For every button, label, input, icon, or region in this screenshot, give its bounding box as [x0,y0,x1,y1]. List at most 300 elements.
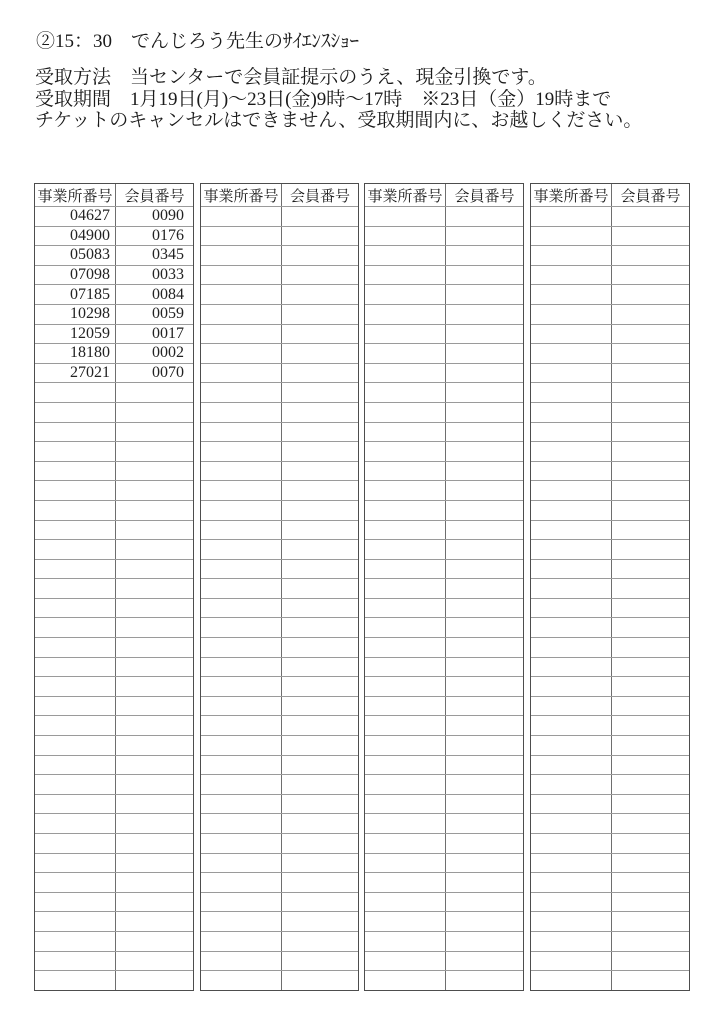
member-number-cell: 0090 [115,207,193,226]
table-row [365,206,523,226]
table-row [531,617,689,637]
office-number-cell [531,305,611,324]
member-number-cell [611,638,689,657]
office-number-cell [531,716,611,735]
table-row [35,559,193,579]
office-number-cell [531,227,611,246]
member-number-cell [281,756,358,775]
member-number-cell [115,383,193,402]
office-number-cell [531,442,611,461]
table-row [365,853,523,873]
member-table-1 [34,183,194,991]
member-table-4 [530,183,690,991]
pickup-method-line: 受取方法 当センターで会員証提示のうえ、現金引換です。 [35,67,547,88]
office-number-cell [201,736,281,755]
table-row [35,363,193,383]
table-row [201,422,358,442]
table-row [531,715,689,735]
table-row [201,951,358,971]
member-number-cell [115,540,193,559]
office-number-cell [35,893,115,912]
member-number-cell [445,775,523,794]
table-row [35,480,193,500]
office-number-cell [531,834,611,853]
office-number-cell [365,775,445,794]
member-number-cell [611,599,689,618]
table-row [531,382,689,402]
office-number-cell [365,227,445,246]
member-number-cell [445,521,523,540]
member-number-cell [611,423,689,442]
table-row [201,813,358,833]
member-number-cell [445,736,523,755]
table-row [365,304,523,324]
office-number-cell [35,521,115,540]
office-number-cell [365,854,445,873]
member-number-cell [445,618,523,637]
member-number-cell [115,658,193,677]
member-number-cell [115,736,193,755]
table-row [365,226,523,246]
member-number-cell [115,638,193,657]
member-number-cell: 0017 [115,325,193,344]
table-header-row [365,184,523,206]
table-row [201,363,358,383]
table-row [201,931,358,951]
table-row [365,735,523,755]
table-row [531,794,689,814]
member-number-cell [445,638,523,657]
member-number-cell [445,501,523,520]
table-row [365,617,523,637]
table-row [531,911,689,931]
table-row [531,755,689,775]
table-row [365,324,523,344]
table-row [531,676,689,696]
member-number-cell [611,403,689,422]
office-number-cell: 04900 [70,226,110,244]
member-number-cell [445,285,523,304]
table-row [365,676,523,696]
member-number-cell [445,423,523,442]
office-number-cell [35,442,115,461]
office-number-cell [531,932,611,951]
office-number-cell [201,599,281,618]
office-number-cell [531,736,611,755]
member-number-cell [611,521,689,540]
table-row [365,755,523,775]
member-number-cell [281,854,358,873]
member-number-cell [611,854,689,873]
member-number-cell [611,716,689,735]
table-row [201,892,358,912]
office-number-cell [531,854,611,873]
table-row [35,676,193,696]
table-row [531,500,689,520]
office-number-cell [201,775,281,794]
member-number-cell [281,893,358,912]
pickup-period-line: 受取期間 1月19日(月)～23日(金)9時～17時 ※23日（金）19時まで [35,88,612,110]
table-row [201,617,358,637]
table-row [365,422,523,442]
member-number-cell [611,756,689,775]
table-row [35,931,193,951]
table-row [365,382,523,402]
member-number-cell: 0033 [115,266,193,285]
table-row [35,853,193,873]
office-number-cell [365,560,445,579]
table-row [35,911,193,931]
member-table-3 [364,183,524,991]
table-row [531,441,689,461]
office-number-cell [365,207,445,226]
office-number-cell [201,305,281,324]
table-row [365,265,523,285]
table-row [35,833,193,853]
table-row [531,539,689,559]
member-number-cell [281,677,358,696]
member-number-cell [281,462,358,481]
table-row [35,539,193,559]
member-number-cell [115,697,193,716]
office-number-cell [201,364,281,383]
table-row [35,461,193,481]
member-number-cell [611,873,689,892]
member-number-cell [445,873,523,892]
office-number-cell [531,364,611,383]
member-number-cell [611,971,689,990]
office-number-cell [201,227,281,246]
office-number-cell [531,540,611,559]
table-row [201,520,358,540]
office-number-header: 事業所番号 [203,188,279,205]
member-number-cell [611,736,689,755]
office-number-cell [531,873,611,892]
table-row [201,774,358,794]
table-row [35,500,193,520]
office-number-cell [35,952,115,971]
member-number-cell [445,325,523,344]
member-number-cell [281,481,358,500]
office-number-cell [365,756,445,775]
member-number-cell [115,521,193,540]
office-number-cell [201,795,281,814]
member-number-cell [445,912,523,931]
member-number-cell [445,364,523,383]
member-number-cell [445,540,523,559]
table-row [365,559,523,579]
office-number-header: 事業所番号 [533,188,609,205]
member-number-cell [611,618,689,637]
office-number-cell [531,599,611,618]
member-tables-row [0,183,724,995]
table-row [35,343,193,363]
member-number-cell [115,814,193,833]
office-number-cell [365,403,445,422]
office-number-cell [35,697,115,716]
office-number-cell [201,952,281,971]
member-number-cell [115,854,193,873]
office-number-cell [201,893,281,912]
table-row [531,578,689,598]
office-number-cell [531,501,611,520]
table-row [531,304,689,324]
office-number-cell [365,795,445,814]
member-number-cell [445,834,523,853]
member-number-cell [115,423,193,442]
office-number-cell [365,873,445,892]
office-number-cell [531,423,611,442]
office-number-cell [531,971,611,990]
office-number-cell [365,599,445,618]
office-number-cell [201,344,281,363]
member-number-cell [281,873,358,892]
office-number-cell [531,952,611,971]
table-row [365,951,523,971]
member-number-cell [445,266,523,285]
office-number-cell [365,540,445,559]
office-number-cell: 07098 [70,266,110,284]
table-row [201,480,358,500]
table-row [365,284,523,304]
office-number-cell [35,383,115,402]
member-number-cell [115,971,193,990]
office-number-cell [365,481,445,500]
table-row [365,402,523,422]
member-number-cell [115,462,193,481]
member-number-cell [445,952,523,971]
office-number-cell [201,834,281,853]
table-row [531,598,689,618]
office-number-cell [201,814,281,833]
member-number-cell [445,893,523,912]
table-row [531,226,689,246]
table-row [201,794,358,814]
office-number-cell [35,560,115,579]
table-row [365,343,523,363]
table-row [365,911,523,931]
table-row [201,402,358,422]
member-number-cell [611,481,689,500]
office-number-cell [365,423,445,442]
member-number-cell [115,677,193,696]
table-row [201,284,358,304]
member-number-cell [281,305,358,324]
office-number-cell [35,462,115,481]
member-number-cell [115,795,193,814]
office-number-cell [365,932,445,951]
office-number-cell: 12059 [70,324,110,342]
member-number-cell [115,873,193,892]
table-row [365,363,523,383]
office-number-cell [531,912,611,931]
table-row [201,559,358,579]
member-number-cell [281,403,358,422]
office-number-cell [201,266,281,285]
member-number-cell [445,854,523,873]
table-row [35,872,193,892]
table-row [531,520,689,540]
office-number-cell [365,912,445,931]
table-row [201,970,358,990]
office-number-cell [365,618,445,637]
table-row [35,774,193,794]
cancellation-notice-line: チケットのキャンセルはできません、受取期間内に、お越しください。 [35,110,643,132]
table-row [201,911,358,931]
member-number-cell [445,579,523,598]
member-number-cell [611,246,689,265]
table-row [365,813,523,833]
office-number-cell [365,971,445,990]
member-number-cell [611,501,689,520]
office-number-cell [365,521,445,540]
member-number-cell [611,462,689,481]
table-row [201,539,358,559]
table-row [365,715,523,735]
table-row [365,774,523,794]
member-number-cell [115,599,193,618]
member-table-2 [200,183,359,991]
office-number-cell: 05083 [70,246,110,264]
member-number-cell [281,618,358,637]
office-number-cell [201,638,281,657]
member-number-cell [445,207,523,226]
table-row [35,696,193,716]
office-number-cell [201,403,281,422]
member-number-cell [281,207,358,226]
table-row [201,206,358,226]
member-number-cell [611,364,689,383]
office-number-cell [35,795,115,814]
office-number-cell [531,383,611,402]
member-number-cell [611,285,689,304]
table-row [531,813,689,833]
member-number-cell [115,756,193,775]
member-number-cell [611,442,689,461]
table-row [201,676,358,696]
member-number-cell [281,344,358,363]
member-number-cell [445,932,523,951]
table-row [531,265,689,285]
table-row [201,637,358,657]
office-number-cell [531,481,611,500]
office-number-cell [531,618,611,637]
office-number-cell [365,697,445,716]
member-number-header: 会員番号 [611,184,689,206]
office-number-cell [201,423,281,442]
table-row [35,715,193,735]
member-number-cell [115,560,193,579]
office-number-cell [201,383,281,402]
table-row [531,853,689,873]
office-number-cell [35,540,115,559]
office-number-cell [201,854,281,873]
member-number-cell [115,481,193,500]
table-row [201,245,358,265]
member-number-cell [445,344,523,363]
table-row [35,617,193,637]
member-number-cell: 0084 [115,285,193,304]
office-number-cell [35,912,115,931]
table-row [201,853,358,873]
member-number-cell [115,403,193,422]
member-number-cell: 0345 [115,246,193,265]
table-row [531,559,689,579]
member-number-cell [281,521,358,540]
table-row [35,755,193,775]
member-number-cell [115,775,193,794]
office-number-cell [201,501,281,520]
table-row [531,284,689,304]
office-number-cell [201,677,281,696]
member-number-cell [611,383,689,402]
office-number-cell [35,638,115,657]
table-row [35,226,193,246]
office-number-cell [35,579,115,598]
office-number-cell [35,873,115,892]
office-number-cell [531,344,611,363]
member-number-cell [281,383,358,402]
table-row [365,794,523,814]
member-number-cell [115,893,193,912]
office-number-cell [201,560,281,579]
office-number-cell [35,481,115,500]
member-number-cell [281,364,358,383]
office-number-cell [35,677,115,696]
office-number-cell [201,285,281,304]
office-number-cell [365,579,445,598]
member-number-cell [611,677,689,696]
office-number-cell [365,952,445,971]
member-number-cell [281,775,358,794]
table-row [365,461,523,481]
member-number-cell [281,266,358,285]
member-number-cell [611,305,689,324]
office-number-cell [531,462,611,481]
office-number-cell [35,736,115,755]
office-number-cell [531,285,611,304]
table-row [531,206,689,226]
office-number-cell [201,697,281,716]
table-row [35,206,193,226]
member-number-cell [281,246,358,265]
office-number-cell [35,834,115,853]
office-number-cell [531,579,611,598]
event-title: ②15：30 でんじろう先生のｻｲｴﾝｽｼｮｰ [36,31,360,52]
member-number-cell [611,658,689,677]
table-row [35,951,193,971]
table-row [35,324,193,344]
member-number-cell: 0176 [115,227,193,246]
table-row [531,872,689,892]
table-row [201,226,358,246]
table-row [35,245,193,265]
office-number-cell [35,775,115,794]
office-number-cell: 10298 [70,305,110,323]
member-number-cell [445,814,523,833]
office-number-cell [35,658,115,677]
office-number-cell [201,579,281,598]
table-row [35,794,193,814]
table-row [201,715,358,735]
member-number-cell [445,442,523,461]
table-row [35,402,193,422]
office-number-cell [201,521,281,540]
table-row [531,735,689,755]
office-number-cell [201,971,281,990]
member-number-cell [611,952,689,971]
office-number-cell [531,795,611,814]
